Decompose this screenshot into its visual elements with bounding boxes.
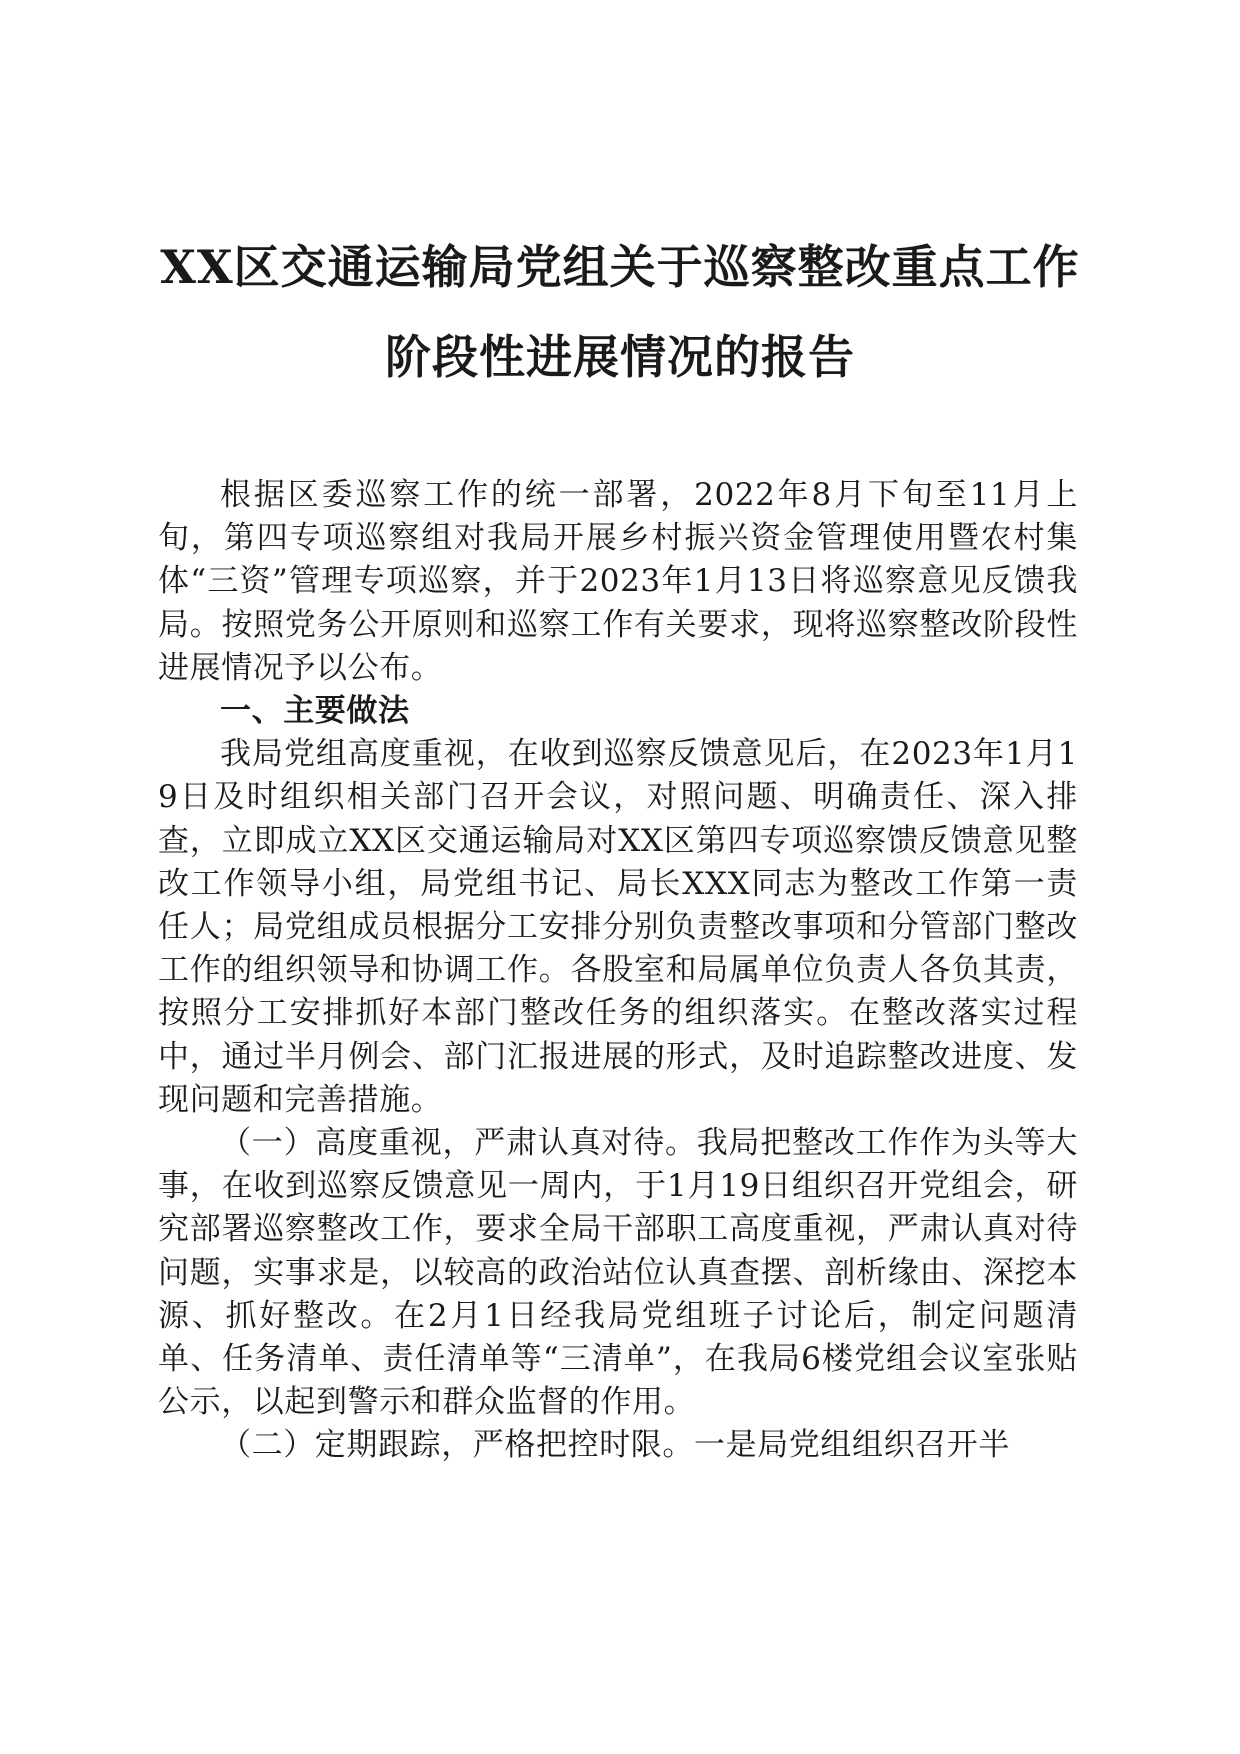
paragraph-subsection-2: （二）定期跟踪，严格把控时限。一是局党组组织召开半: [220, 1427, 1010, 1464]
title-line-2: 阶段性进展情况的报告: [385, 330, 855, 384]
paragraph-main-methods: 我局党组高度重视，在收到巡察反馈意见后，在2023年1月19日及时组织相关部门召开会议，对照问题、明确责任、深入排查，立即成立XX区交通运输局对XX区第四专项巡察馈反馈意见整改工作领导小组，局党组书记、局长XXX同志为整改工作第一责任人；局党组成员根据分工安排分别负责整改事项和分管部门整改工作的组织领导和协调工作。各股室和局属单位负责人各负其责，按照分工安排抓好本部门整改任务的组织落实。在整改落实过程中，通过半月例会、部门汇报进展的形式，及时追踪整改进度、发现问题和完善措施。: [158, 736, 1078, 1118]
title-line-1: XX区交通运输局党组关于巡察整改重点工作: [160, 240, 1080, 294]
paragraph-intro: 根据区委巡察工作的统一部署，2022年8月下旬至11月上旬，第四专项巡察组对我局开展乡村振兴资金管理使用暨农村集体“三资”管理专项巡察，并于2023年1月13日将巡察意见反馈我局。按照党务公开原则和巡察工作有关要求，现将巡察整改阶段性进展情况予以公布。: [158, 477, 1078, 686]
document-title: [150, 222, 1090, 402]
paragraph-subsection-1: （一）高度重视，严肃认真对待。我局把整改工作作为头等大事，在收到巡察反馈意见一周内，于1月19日组织召开党组会，研究部署巡察整改工作，要求全局干部职工高度重视，严肃认真对待问题，实事求是，以较高的政治站位认真查摆、剖析缘由、深挖本源、抓好整改。在2月1日经我局党组班子讨论后，制定问题清单、任务清单、责任清单等“三清单”，在我局6楼党组会议室张贴公示，以起到警示和群众监督的作用。: [158, 1125, 1078, 1421]
document-body: [158, 474, 1078, 1468]
section-heading-main-methods: 一、主要做法: [220, 693, 410, 730]
